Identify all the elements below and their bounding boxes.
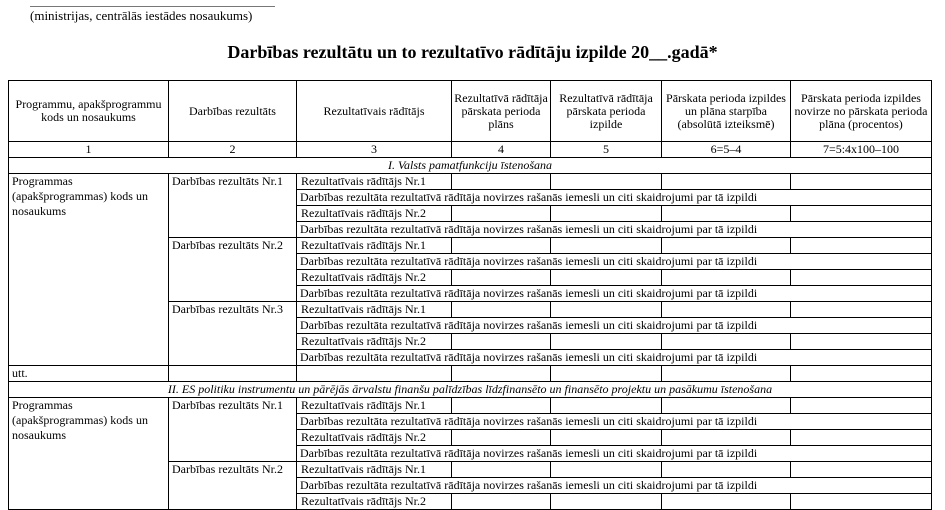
- execution-cell[interactable]: [551, 206, 662, 222]
- indicator-cell: Rezultatīvais rādītājs Nr.2: [297, 494, 452, 510]
- deviation-percent-cell[interactable]: [791, 494, 932, 510]
- empty-cell[interactable]: [551, 366, 662, 382]
- difference-cell[interactable]: [662, 206, 791, 222]
- difference-cell[interactable]: [662, 430, 791, 446]
- table-row: [9, 398, 932, 414]
- indicator-cell: Rezultatīvais rādītājs Nr.1: [297, 302, 452, 318]
- header-rule: [30, 6, 275, 7]
- empty-cell[interactable]: [662, 366, 791, 382]
- difference-cell[interactable]: [662, 174, 791, 190]
- result-cell: Darbības rezultāts Nr.2: [169, 462, 297, 510]
- section-row: [9, 158, 932, 174]
- difference-cell[interactable]: [662, 334, 791, 350]
- column-header: Programmu, apakšprogrammu kods un nosaukums: [9, 81, 169, 142]
- difference-cell[interactable]: [662, 398, 791, 414]
- column-number: 4: [452, 142, 551, 158]
- difference-cell[interactable]: [662, 270, 791, 286]
- deviation-percent-cell[interactable]: [791, 462, 932, 478]
- result-cell: Darbības rezultāts Nr.3: [169, 302, 297, 366]
- result-cell: Darbības rezultāts Nr.1: [169, 398, 297, 462]
- column-number-row: [9, 142, 932, 158]
- execution-cell[interactable]: [551, 334, 662, 350]
- program-cell: Programmas (apakšprogrammas) kods un nosaukums: [9, 174, 169, 366]
- result-cell: Darbības rezultāts Nr.2: [169, 238, 297, 302]
- plan-cell[interactable]: [452, 238, 551, 254]
- indicator-cell: Rezultatīvais rādītājs Nr.2: [297, 430, 452, 446]
- column-header: Darbības rezultāts: [169, 81, 297, 142]
- ministry-caption: (ministrijas, centrālās iestādes nosaukums): [30, 8, 253, 23]
- execution-cell[interactable]: [551, 174, 662, 190]
- deviation-percent-cell[interactable]: [791, 430, 932, 446]
- indicator-cell: Rezultatīvais rādītājs Nr.1: [297, 398, 452, 414]
- deviation-note: Darbības rezultāta rezultatīvā rādītāja novirzes rašanās iemesli un citi skaidrojumi par tā izpildi: [297, 414, 932, 430]
- plan-cell[interactable]: [452, 430, 551, 446]
- plan-cell[interactable]: [452, 398, 551, 414]
- plan-cell[interactable]: [452, 334, 551, 350]
- empty-cell[interactable]: [297, 366, 452, 382]
- plan-cell[interactable]: [452, 462, 551, 478]
- column-header: Pārskata perioda izpildes novirze no pārskata perioda plāna (procentos): [791, 81, 932, 142]
- difference-cell[interactable]: [662, 462, 791, 478]
- empty-cell[interactable]: [791, 366, 932, 382]
- deviation-note: Darbības rezultāta rezultatīvā rādītāja novirzes rašanās iemesli un citi skaidrojumi par tā izpildi: [297, 446, 932, 462]
- deviation-percent-cell[interactable]: [791, 334, 932, 350]
- section-title: I. Valsts pamatfunkciju īstenošana: [9, 158, 932, 174]
- execution-cell[interactable]: [551, 430, 662, 446]
- deviation-note: Darbības rezultāta rezultatīvā rādītāja novirzes rašanās iemesli un citi skaidrojumi par tā izpildi: [297, 190, 932, 206]
- empty-cell[interactable]: [169, 366, 297, 382]
- section-title: II. ES politiku instrumentu un pārējās ārvalstu finanšu palīdzības līdzfinansēto un finansēto projektu un pasākumu īstenošana: [9, 382, 932, 398]
- deviation-note: Darbības rezultāta rezultatīvā rādītāja novirzes rašanās iemesli un citi skaidrojumi par tā izpildi: [297, 222, 932, 238]
- column-number: 5: [551, 142, 662, 158]
- result-cell: Darbības rezultāts Nr.1: [169, 174, 297, 238]
- plan-cell[interactable]: [452, 174, 551, 190]
- results-table: [8, 80, 932, 510]
- deviation-note: Darbības rezultāta rezultatīvā rādītāja novirzes rašanās iemesli un citi skaidrojumi par tā izpildi: [297, 286, 932, 302]
- column-header: Rezultatīvais rādītājs: [297, 81, 452, 142]
- execution-cell[interactable]: [551, 494, 662, 510]
- column-number: 6=5–4: [662, 142, 791, 158]
- deviation-note: Darbības rezultāta rezultatīvā rādītāja novirzes rašanās iemesli un citi skaidrojumi par tā izpildi: [297, 254, 932, 270]
- difference-cell[interactable]: [662, 494, 791, 510]
- column-number: 1: [9, 142, 169, 158]
- column-header: Pārskata perioda izpildes un plāna starpība (absolūtā izteiksmē): [662, 81, 791, 142]
- table-row: [9, 366, 932, 382]
- column-header: Rezultatīvā rādītāja pārskata perioda izpilde: [551, 81, 662, 142]
- plan-cell[interactable]: [452, 206, 551, 222]
- deviation-note: Darbības rezultāta rezultatīvā rādītāja novirzes rašanās iemesli un citi skaidrojumi par tā izpildi: [297, 478, 932, 494]
- deviation-note: Darbības rezultāta rezultatīvā rādītāja novirzes rašanās iemesli un citi skaidrojumi par tā izpildi: [297, 350, 932, 366]
- indicator-cell: Rezultatīvais rādītājs Nr.2: [297, 206, 452, 222]
- deviation-percent-cell[interactable]: [791, 206, 932, 222]
- deviation-note: Darbības rezultāta rezultatīvā rādītāja novirzes rašanās iemesli un citi skaidrojumi par tā izpildi: [297, 318, 932, 334]
- column-number: 3: [297, 142, 452, 158]
- deviation-percent-cell[interactable]: [791, 398, 932, 414]
- indicator-cell: Rezultatīvais rādītājs Nr.1: [297, 238, 452, 254]
- plan-cell[interactable]: [452, 494, 551, 510]
- difference-cell[interactable]: [662, 238, 791, 254]
- deviation-percent-cell[interactable]: [791, 174, 932, 190]
- plan-cell[interactable]: [452, 270, 551, 286]
- plan-cell[interactable]: [452, 302, 551, 318]
- deviation-percent-cell[interactable]: [791, 302, 932, 318]
- column-number: 7=5:4x100–100: [791, 142, 932, 158]
- execution-cell[interactable]: [551, 270, 662, 286]
- execution-cell[interactable]: [551, 238, 662, 254]
- indicator-cell: Rezultatīvais rādītājs Nr.1: [297, 462, 452, 478]
- indicator-cell: Rezultatīvais rādītājs Nr.1: [297, 174, 452, 190]
- deviation-percent-cell[interactable]: [791, 270, 932, 286]
- etc-cell: utt.: [9, 366, 169, 382]
- difference-cell[interactable]: [662, 302, 791, 318]
- execution-cell[interactable]: [551, 398, 662, 414]
- column-number: 2: [169, 142, 297, 158]
- indicator-cell: Rezultatīvais rādītājs Nr.2: [297, 334, 452, 350]
- program-cell: Programmas (apakšprogrammas) kods un nosaukums: [9, 398, 169, 510]
- indicator-cell: Rezultatīvais rādītājs Nr.2: [297, 270, 452, 286]
- deviation-percent-cell[interactable]: [791, 238, 932, 254]
- column-header: Rezultatīvā rādītāja pārskata perioda plāns: [452, 81, 551, 142]
- header-row: [9, 81, 932, 142]
- execution-cell[interactable]: [551, 462, 662, 478]
- document-title: Darbības rezultātu un to rezultatīvo rādītāju izpilde 20__.gadā*: [227, 42, 718, 62]
- empty-cell[interactable]: [452, 366, 551, 382]
- execution-cell[interactable]: [551, 302, 662, 318]
- table-row: [9, 174, 932, 190]
- section-row: [9, 382, 932, 398]
